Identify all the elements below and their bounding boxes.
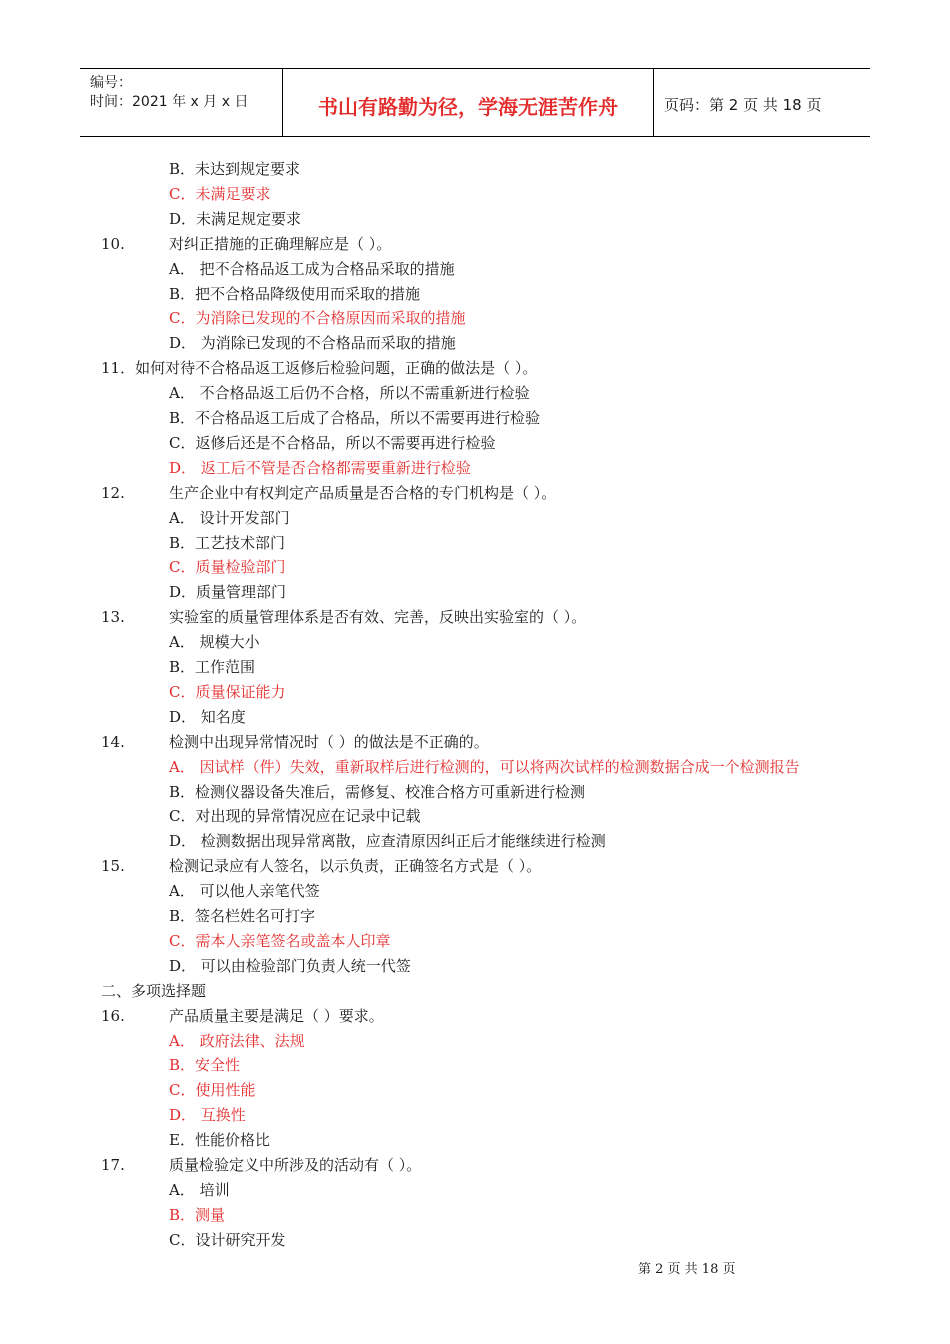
question-number: 13. bbox=[101, 608, 125, 626]
answer-option: B．测量 bbox=[169, 1206, 226, 1224]
page-footer: 第 2 页 共 18 页 bbox=[638, 1262, 736, 1277]
answer-option: B．把不合格品降级使用而采取的措施 bbox=[169, 285, 421, 303]
question-number: 15. bbox=[101, 857, 125, 875]
answer-option: C．为消除已发现的不合格原因而采取的措施 bbox=[169, 309, 466, 327]
answer-option: A． 可以他人亲笔代签 bbox=[169, 882, 320, 900]
answer-option: B．不合格品返工后成了合格品，所以不需要再进行检验 bbox=[169, 409, 541, 427]
question-number: 12. bbox=[101, 484, 125, 502]
answer-option: B．工艺技术部门 bbox=[169, 534, 286, 552]
page-header bbox=[80, 68, 870, 137]
header-page-cell bbox=[654, 69, 870, 136]
answer-option: A． 设计开发部门 bbox=[169, 509, 290, 527]
question-text: 检测记录应有人签名，以示负责，正确签名方式是（ ）。 bbox=[169, 857, 542, 875]
answer-option: B．工作范围 bbox=[169, 658, 256, 676]
answer-option: C．需本人亲笔签名或盖本人印章 bbox=[169, 932, 391, 950]
answer-option: B．检测仪器设备失准后，需修复、校准合格方可重新进行检测 bbox=[169, 783, 586, 801]
answer-option: E．性能价格比 bbox=[169, 1131, 270, 1149]
answer-option: D． 可以由检验部门负责人统一代签 bbox=[169, 957, 411, 975]
answer-option: A． 不合格品返工后仍不合格，所以不需重新进行检验 bbox=[169, 384, 530, 402]
answer-option: D． 为消除已发现的不合格品而采取的措施 bbox=[169, 334, 456, 352]
answer-option: A． 政府法律、法规 bbox=[169, 1032, 305, 1050]
question-text: 检测中出现异常情况时（ ）的做法是不正确的。 bbox=[169, 733, 489, 751]
answer-option: A． 规模大小 bbox=[169, 633, 260, 651]
question-number: 17. bbox=[101, 1156, 125, 1174]
header-motto-cell bbox=[283, 69, 654, 136]
header-info-cell bbox=[80, 69, 283, 136]
answer-option: C．设计研究开发 bbox=[169, 1231, 286, 1249]
answer-option: D． 检测数据出现异常离散，应查清原因纠正后才能继续进行检测 bbox=[169, 832, 606, 850]
answer-option: C．返修后还是不合格品，所以不需要再进行检验 bbox=[169, 434, 496, 452]
answer-option: A． 培训 bbox=[169, 1181, 230, 1199]
question-number: 16. bbox=[101, 1007, 125, 1025]
question-text: 11．如何对待不合格品返工返修后检验问题，正确的做法是（ ）。 bbox=[101, 359, 538, 377]
document-time-label: 时间：2021 年 x 月 x 日 bbox=[90, 94, 249, 110]
answer-option: C．对出现的异常情况应在记录中记载 bbox=[169, 807, 421, 825]
question-text: 质量检验定义中所涉及的活动有（ ）。 bbox=[169, 1156, 422, 1174]
answer-option: D．质量管理部门 bbox=[169, 583, 287, 601]
answer-option: C．未满足要求 bbox=[169, 185, 271, 203]
question-text: 生产企业中有权判定产品质量是否合格的专门机构是（ ）。 bbox=[169, 484, 557, 502]
answer-option: C．使用性能 bbox=[169, 1081, 256, 1099]
answer-option: D． 知名度 bbox=[169, 708, 246, 726]
answer-option: B．未达到规定要求 bbox=[169, 160, 301, 178]
answer-option: C．质量检验部门 bbox=[169, 558, 286, 576]
question-number: 10. bbox=[101, 235, 125, 253]
answer-option: D． 返工后不管是否合格都需要重新进行检验 bbox=[169, 459, 471, 477]
answer-option: A． 把不合格品返工成为合格品采取的措施 bbox=[169, 260, 455, 278]
document-number-label: 编号： bbox=[90, 75, 132, 91]
question-text: 二、多项选择题 bbox=[101, 982, 207, 1000]
answer-option: B．安全性 bbox=[169, 1056, 241, 1074]
header-page-info: 页码：第 2 页 共 18 页 bbox=[664, 96, 822, 114]
answer-option: C．质量保证能力 bbox=[169, 683, 286, 701]
question-text: 实验室的质量管理体系是否有效、完善，反映出实验室的（ ）。 bbox=[169, 608, 587, 626]
question-number: 14. bbox=[101, 733, 125, 751]
answer-option: A． 因试样（件）失效，重新取样后进行检测的，可以将两次试样的检测数据合成一个检测报告 bbox=[169, 758, 800, 776]
answer-option: B．签名栏姓名可打字 bbox=[169, 907, 316, 925]
question-text: 产品质量主要是满足（ ）要求。 bbox=[169, 1007, 384, 1025]
header-motto: 书山有路勤为径，学海无涯苦作舟 bbox=[318, 95, 618, 119]
answer-option: D． 互换性 bbox=[169, 1106, 246, 1124]
answer-option: D．未满足规定要求 bbox=[169, 210, 302, 228]
question-text: 对纠正措施的正确理解应是（ ）。 bbox=[169, 235, 392, 253]
